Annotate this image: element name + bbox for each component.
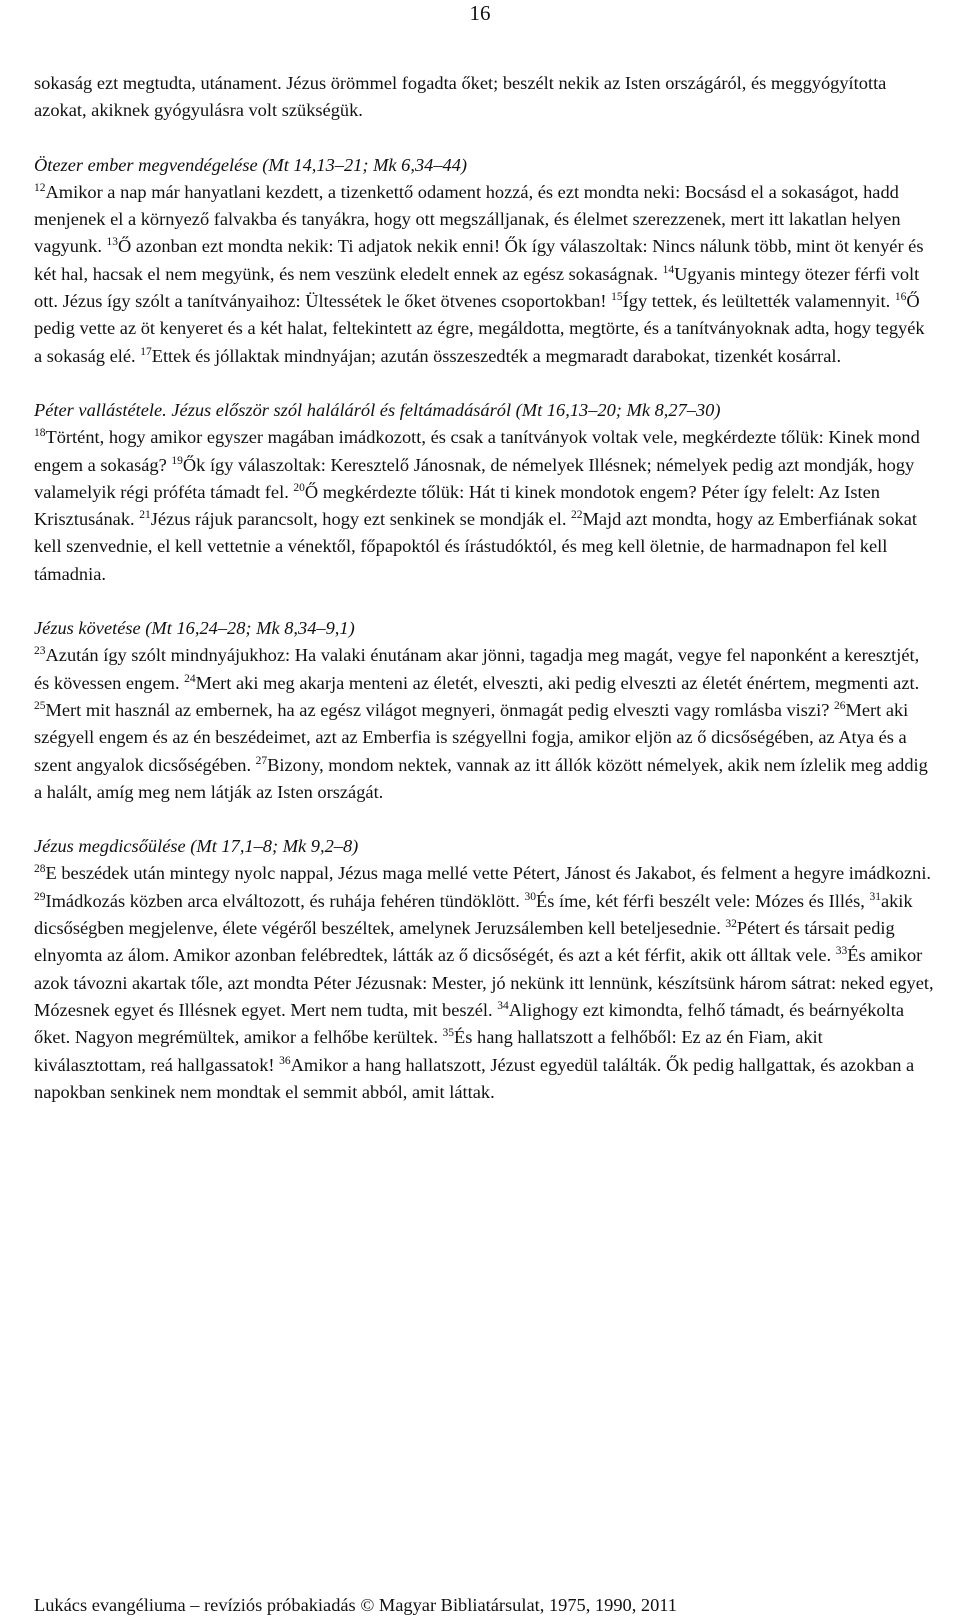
verse-text: És íme, két férfi beszélt vele: Mózes és Illés,: [535, 890, 870, 911]
verse-number: 28: [34, 863, 46, 876]
verse-number: 33: [835, 945, 848, 958]
verse-text: Mert aki meg akarja menteni az életét, elveszti, aki pedig elveszti az életét énértem, megmenti azt.: [195, 672, 920, 693]
verse-number: 26: [833, 699, 846, 712]
verse-number: 16: [894, 291, 907, 304]
verse-number: 27: [255, 754, 268, 767]
body-paragraph: [34, 424, 934, 588]
verse-text: Mert aki szégyell engem és az én beszédeimet, azt az Emberfia is szégyellni fogja, amikor eljön az ő dicsőségében, az Atya és a szent angyalok dicsőségében.: [34, 699, 909, 775]
verse-text: Ő megkérdezte tőlük: Hát ti kinek mondotok engem? Péter így felelt: Az Isten Krisztusának.: [34, 481, 880, 530]
verse-text: E beszédek után mintegy nyolc nappal, Jézus maga mellé vette Pétert, Jánost és Jakabot, és felment a hegyre imádkozni.: [45, 863, 932, 884]
body-paragraph: [34, 179, 934, 370]
verse-text: Mert mit használ az embernek, ha az egész világot megnyeri, önmagát pedig elveszti vagy romlásba viszi?: [45, 699, 834, 720]
section-heading: Ötezer ember megvendégelése (Mt 14,13–21; Mk 6,34–44): [34, 154, 468, 175]
body-paragraph: [34, 860, 934, 1106]
verse-number: 21: [139, 509, 151, 522]
verse-text: Imádkozás közben arca elváltozott, és ruhája fehéren tündöklött.: [45, 890, 525, 911]
verse-number: 14: [662, 263, 675, 276]
verse-text: Amikor a nap már hanyatlani kezdett, a tizenkettő odament hozzá, és ezt mondta neki: Bocsásd el a sokaságot, hadd menjenek el a környező falvakba és tanyákra, hogy ott megszálljanak, és élelmet szerezzenek, mert itt lakatlan helyen vagyunk.: [34, 181, 901, 257]
verse-number: 31: [869, 890, 881, 903]
verse-text: Ő pedig vette az öt kenyeret és a két halat, feltekintett az égre, megáldotta, megtörte, és a tanítványoknak adta, hogy tegyék a sokaság elé.: [34, 291, 925, 366]
section-heading: Jézus megdicsőülése (Mt 17,1–8; Mk 9,2–8): [34, 836, 359, 857]
verse-number: 19: [171, 454, 183, 467]
verse-text: Ugyanis mintegy ötezer férfi volt ott. Jézus így szólt a tanítványaihoz: Ültessétek le őket ötvenes csoportokban!: [34, 263, 920, 312]
verse-number: 22: [571, 509, 583, 522]
page-number: 16: [469, 1, 491, 25]
verse-text: sokaság ezt megtudta, utánament. Jézus örömmel fogadta őket; beszélt nekik az Isten országáról, és meggyógyította azokat, akiknek gyógyulásra volt szükségük.: [34, 73, 887, 121]
verse-number: 18: [34, 427, 46, 440]
section-heading: Péter vallástétele. Jézus először szól haláláról és feltámadásáról (Mt 16,13–20; Mk 8,27–30): [34, 399, 721, 420]
verse-number: 32: [725, 918, 737, 931]
verse-text: Történt, hogy amikor egyszer magában imádkozott, és csak a tanítványok voltak vele, megkérdezte tőlük: Kinek mond engem a sokaság?: [34, 427, 920, 475]
body-paragraph: [34, 70, 934, 125]
body-paragraph: [34, 642, 934, 806]
verse-text: Alighogy ezt kimondta, felhő támadt, és beárnyékolta őket. Nagyon megrémültek, amikor a felhőbe kerültek.: [34, 999, 904, 1048]
verse-text: Jézus rájuk parancsolt, hogy ezt senkinek se mondják el.: [150, 509, 572, 530]
verse-number: 13: [106, 236, 119, 249]
verse-text: Pétert és társait pedig elnyomta az álom. Amikor azonban felébredtek, látták az ő dicsőségét, és azt a két férfit, akik ott álltak vele.: [34, 918, 895, 966]
verse-text: És amikor azok távozni akartak tőle, azt mondta Péter Jézusnak: Mester, jó nekünk itt lennünk, készítsünk három sátrat: neked egyet, Mózesnek egyet és Illésnek egyet. Mert nem tudta, mit beszél.: [34, 945, 934, 1020]
verse-text: Majd azt mondta, hogy az Emberfiának sokat kell szenvednie, el kell vettetnie a vénektől, főpapoktól és írástudóktól, és meg kell öletnie, de harmadnapon fel kell támadnia.: [34, 509, 918, 584]
verse-text: És hang hallatszott a felhőből: Ez az én Fiam, akit kiválasztottam, reá hallgassatok!: [34, 1027, 823, 1075]
page-content: [34, 70, 934, 1106]
paragraph-gap: [34, 588, 934, 615]
verse-text: Ők így válaszoltak: Keresztelő Jánosnak, de némelyek Illésnek; némelyek pedig azt mondják, hogy valamelyik régi próféta támadt fel.: [34, 454, 915, 502]
verse-number: 25: [34, 699, 46, 712]
verse-text: Amikor a hang hallatszott, Jézust egyedül találták. Ők pedig hallgattak, és azokban a napokban senkinek nem mondtak el semmit abból, amit láttak.: [34, 1054, 915, 1102]
verse-number: 35: [442, 1027, 455, 1040]
verse-number: 24: [184, 672, 196, 685]
verse-number: 36: [279, 1054, 291, 1067]
verse-number: 30: [524, 890, 536, 903]
verse-number: 15: [611, 291, 623, 304]
verse-text: Azután így szólt mindnyájukhoz: Ha valaki énutánam akar jönni, tagadja meg magát, vegye fel naponként a keresztjét, és kövessen engem.: [34, 645, 920, 693]
verse-number: 12: [34, 181, 46, 194]
verse-number: 34: [497, 999, 509, 1012]
verse-number: 23: [34, 645, 46, 658]
page-footer: Lukács evangéliuma – revíziós próbakiadás © Magyar Bibliatársulat, 1975, 1990, 2011: [34, 1595, 678, 1615]
paragraph-gap: [34, 370, 934, 397]
paragraph-gap: [34, 125, 934, 152]
verse-text: Így tettek, és leültették valamennyit.: [622, 291, 895, 312]
verse-text: akik dicsőségben megjelenve, élete végéről beszéltek, amelynek Jeruzsálemben kell beteljesednie.: [34, 890, 913, 939]
section-heading: Jézus követése (Mt 16,24–28; Mk 8,34–9,1): [34, 618, 355, 639]
verse-text: Ettek és jóllaktak mindnyájan; azután összeszedték a megmaradt darabokat, tizenkét kosárral.: [151, 345, 842, 366]
verse-text: Bizony, mondom nektek, vannak az itt állók között némelyek, akik nem ízlelik meg addig a halált, amíg meg nem látják az Isten országát.: [34, 754, 928, 802]
verse-text: Ő azonban ezt mondta nekik: Ti adjatok nekik enni! Ők így válaszoltak: Nincs nálunk több, mint öt kenyér és két hal, hacsak el nem megyünk, és nem veszünk eledelt ennek az egész sokaságnak.: [34, 236, 924, 284]
verse-number: 29: [34, 890, 46, 903]
paragraph-gap: [34, 806, 934, 833]
verse-number: 17: [140, 345, 152, 358]
verse-number: 20: [293, 481, 305, 494]
